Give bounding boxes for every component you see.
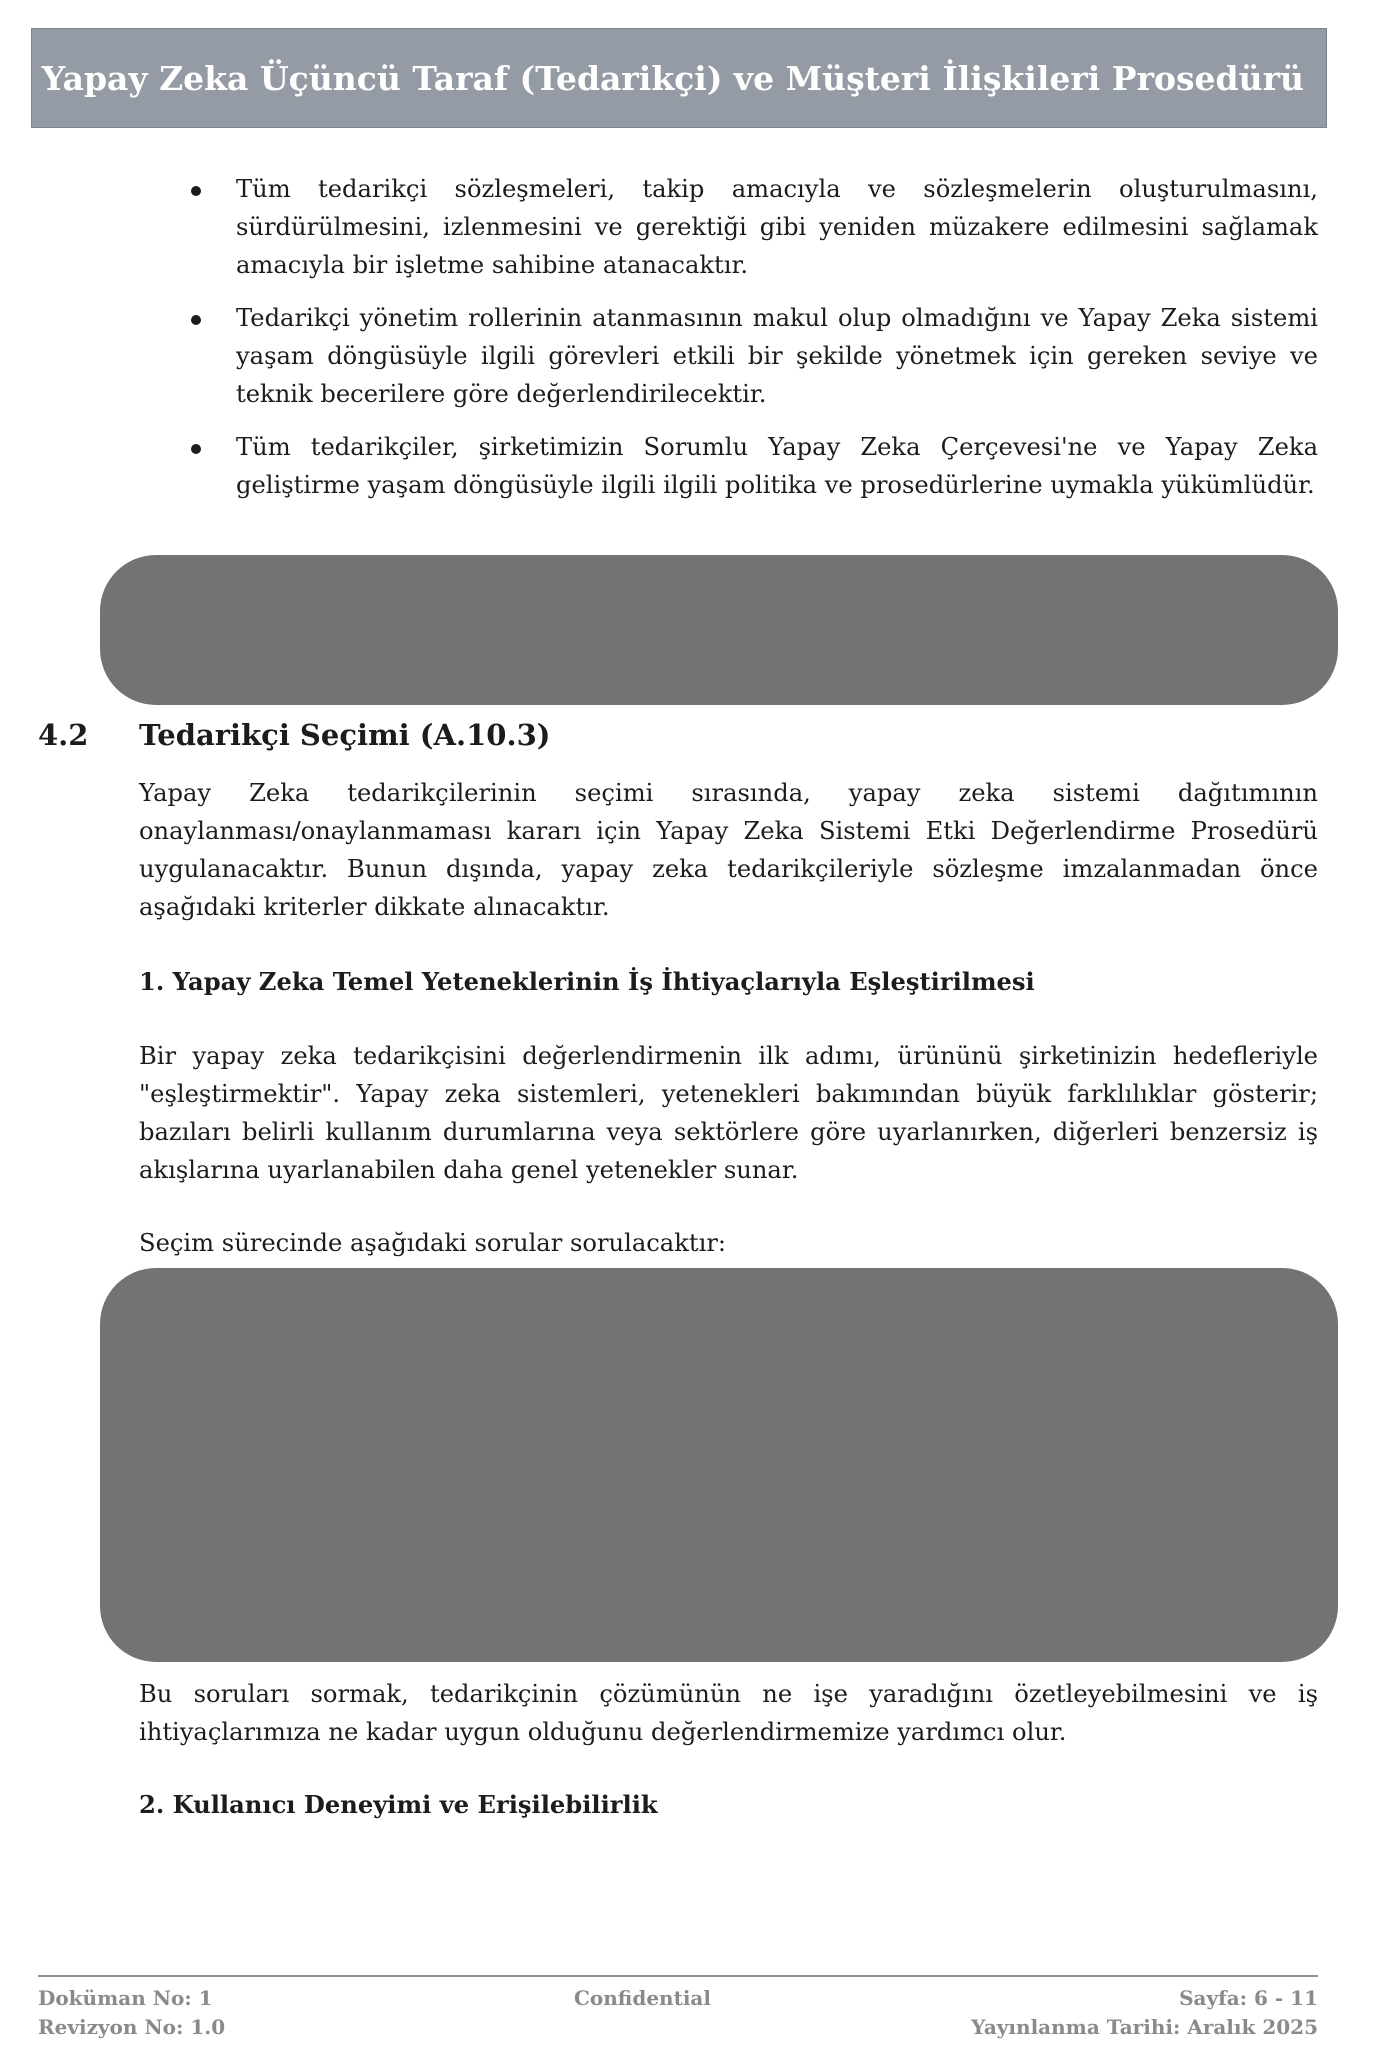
intro-paragraph: Yapay Zeka tedarikçilerinin seçimi sırasında, yapay zeka sistemi dağıtımının onaylanması/onaylanmaması kararı için Yapay Zeka Sistemi Etki Değerlendirme Prosedürü uygulanacaktır. Bunun dışında, yapay zeka tedarikçileriyle sözleşme imzalanmadan önce aşağıdaki kriterler dikkate alınacaktır. xyxy=(139,779,1318,921)
subsection-1-body xyxy=(139,1037,1318,1189)
section-intro xyxy=(139,774,1318,926)
page-number: Sayfa: 6 - 11 xyxy=(1179,1986,1318,2010)
bullet-icon xyxy=(191,186,201,196)
questions-summary xyxy=(139,1675,1318,1751)
bullet-text: Tedarikçi yönetim rollerinin atanmasının makul olup olmadığını ve Yapay Zeka sistemi yaşam döngüsüyle ilgili görevleri etkili bir şekilde yönetmek için gereken seviye ve teknik becerilere göre değerlendirilecektir. xyxy=(236,304,1318,408)
questions-lead-text: Seçim sürecinde aşağıdaki sorular sorulacaktır: xyxy=(139,1229,727,1257)
subsection-1 xyxy=(139,963,1318,1001)
section-heading: Tedarikçi Seçimi (A.10.3) xyxy=(139,718,551,752)
questions-lead xyxy=(139,1224,1318,1262)
document-header-band xyxy=(31,28,1327,128)
subsection-1-heading: 1. Yapay Zeka Temel Yeteneklerinin İş İhtiyaçlarıyla Eşleştirilmesi xyxy=(139,967,1035,996)
questions-summary-text: Bu soruları sormak, tedarikçinin çözümünün ne işe yaradığını özetleyebilmesini ve iş ihtiyaçlarımıza ne kadar uygun olduğunu değerlendirmemize yardımcı olur. xyxy=(139,1680,1318,1746)
subsection-2 xyxy=(139,1786,1318,1824)
revision-number: Revizyon No: 1.0 xyxy=(38,2015,226,2039)
list-item xyxy=(180,170,1318,284)
subsection-1-paragraph: Bir yapay zeka tedarikçisini değerlendirmenin ilk adımı, ürününü şirketinizin hedefleriyle "eşleştirmektir". Yapay zeka sistemleri, yetenekleri bakımından büyük farklılıklar gösterir; bazıları belirli kullanım durumlarına veya sektörlere göre uyarlanırken, diğerleri benzersiz iş akışlarına uyarlanabilen daha genel yetenekler sunar. xyxy=(139,1042,1318,1184)
section-number: 4.2 xyxy=(38,718,89,752)
publish-date: Yayınlanma Tarihi: Aralık 2025 xyxy=(971,2015,1318,2039)
bullet-icon xyxy=(191,315,201,325)
list-item xyxy=(180,299,1318,413)
bullet-text: Tüm tedarikçi sözleşmeleri, takip amacıyla ve sözleşmelerin oluşturulmasını, sürdürülmesini, izlenmesini ve gerektiği gibi yeniden müzakere edilmesini sağlamak amacıyla bir işletme sahibine atanacaktır. xyxy=(236,175,1318,279)
redacted-block xyxy=(100,555,1338,705)
redacted-block xyxy=(100,1268,1338,1662)
document-number: Doküman No: 1 xyxy=(38,1986,213,2010)
footer-divider xyxy=(38,1975,1318,1977)
footer-right xyxy=(971,1984,1318,2042)
bullet-list xyxy=(180,170,1318,519)
confidentiality-label: Confidential xyxy=(574,1986,711,2010)
list-item xyxy=(180,428,1318,504)
document-title: Yapay Zeka Üçüncü Taraf (Tedarikçi) ve Müşteri İlişkileri Prosedürü xyxy=(41,58,1304,98)
bullet-text: Tüm tedarikçiler, şirketimizin Sorumlu Yapay Zeka Çerçevesi'ne ve Yapay Zeka geliştirme yaşam döngüsüyle ilgili ilgili politika ve prosedürlerine uymakla yükümlüdür. xyxy=(236,433,1318,499)
bullet-icon xyxy=(191,444,201,454)
subsection-2-heading: 2. Kullanıcı Deneyimi ve Erişilebilirlik xyxy=(139,1790,658,1819)
